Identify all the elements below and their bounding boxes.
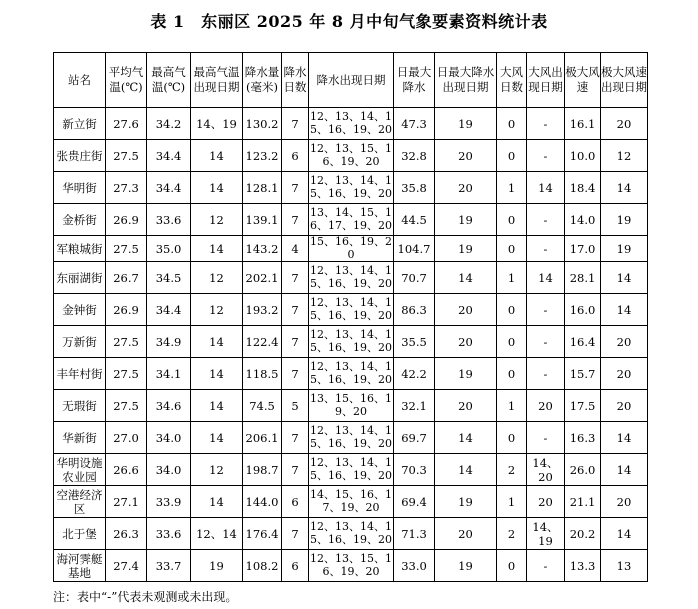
column-header: 日最大降水出现日期 — [435, 53, 497, 108]
table-cell: 14 — [601, 172, 648, 204]
table-cell: - — [527, 204, 565, 236]
table-cell: 0 — [497, 108, 527, 140]
column-header: 大风出现日期 — [527, 53, 565, 108]
table-cell: 14 — [435, 454, 497, 486]
table-cell: 14 — [191, 422, 243, 454]
table-cell: 7 — [282, 172, 309, 204]
table-cell: 17.0 — [565, 236, 601, 262]
table-cell: 7 — [282, 422, 309, 454]
table-cell: 19 — [601, 204, 648, 236]
station-name-cell: 无瑕街 — [54, 390, 106, 422]
table-cell: 0 — [497, 140, 527, 172]
table-row — [54, 390, 648, 422]
table-cell: 14 — [191, 486, 243, 518]
table-cell: 16.4 — [565, 326, 601, 358]
table-cell: 1 — [497, 486, 527, 518]
table-cell: 0 — [497, 358, 527, 390]
station-name-cell: 华明设施农业园 — [54, 454, 106, 486]
table-cell: 33.0 — [394, 550, 435, 582]
table-cell: - — [527, 422, 565, 454]
table-cell: 14 — [435, 262, 497, 294]
table-cell: 14 — [191, 236, 243, 262]
table-cell: 18.4 — [565, 172, 601, 204]
table-cell: 14 — [527, 262, 565, 294]
table-cell: 14 — [435, 422, 497, 454]
table-row — [54, 172, 648, 204]
table-cell: 71.3 — [394, 518, 435, 550]
table-cell: 34.1 — [147, 358, 191, 390]
table-cell: 19 — [435, 550, 497, 582]
table-cell: 7 — [282, 204, 309, 236]
table-cell: 12 — [191, 294, 243, 326]
table-row — [54, 550, 648, 582]
table-row — [54, 518, 648, 550]
table-cell: 34.9 — [147, 326, 191, 358]
table-cell: 6 — [282, 140, 309, 172]
table-cell: 33.6 — [147, 204, 191, 236]
table-row — [54, 204, 648, 236]
table-row — [54, 422, 648, 454]
table-title: 表 1 东丽区 2025 年 8 月中旬气象要素资料统计表 — [150, 12, 548, 31]
table-cell: 34.4 — [147, 294, 191, 326]
table-cell: 32.1 — [394, 390, 435, 422]
table-cell: 14 — [191, 390, 243, 422]
table-cell: 14、15、16、17、19、20 — [309, 486, 394, 518]
column-header: 极大风速 — [565, 53, 601, 108]
table-cell: 86.3 — [394, 294, 435, 326]
table-cell: 13.3 — [565, 550, 601, 582]
table-cell: 12、13、15、16、19、20 — [309, 550, 394, 582]
station-name-cell: 军粮城街 — [54, 236, 106, 262]
column-header: 降水量(毫米) — [243, 53, 282, 108]
table-cell: 5 — [282, 390, 309, 422]
table-cell: 144.0 — [243, 486, 282, 518]
column-header: 站名 — [54, 53, 106, 108]
table-cell: 198.7 — [243, 454, 282, 486]
table-cell: 33.9 — [147, 486, 191, 518]
table-cell: 0 — [497, 294, 527, 326]
station-name-cell: 北于堡 — [54, 518, 106, 550]
table-cell: 0 — [497, 326, 527, 358]
table-cell: 15、16、19、20 — [310, 235, 392, 261]
table-cell: 27.5 — [106, 358, 147, 390]
table-cell: 130.2 — [243, 108, 282, 140]
table-cell: 12、13、14、15、16、19、20 — [309, 326, 394, 358]
table-cell: 14、19 — [527, 518, 565, 550]
table-cell: 12 — [601, 140, 648, 172]
table-cell: 20 — [601, 486, 648, 518]
station-name-cell: 丰年村街 — [54, 358, 106, 390]
table-cell: 34.0 — [147, 454, 191, 486]
station-name-cell: 海河霁艇基地 — [54, 550, 106, 582]
table-cell: 0 — [497, 236, 527, 262]
table-cell: 35.8 — [394, 172, 435, 204]
table-cell: 20 — [527, 390, 565, 422]
table-cell: 14 — [191, 326, 243, 358]
station-name-cell: 金桥街 — [54, 204, 106, 236]
table-row — [54, 262, 648, 294]
header-row — [54, 53, 648, 108]
table-cell: 34.0 — [147, 422, 191, 454]
table-cell: 14 — [191, 140, 243, 172]
table-cell: - — [527, 140, 565, 172]
table-cell: 12、13、14、15、16、19、20 — [309, 454, 394, 486]
table-cell: 12、13、14、15、16、19、20 — [309, 358, 394, 390]
table-cell: 28.1 — [565, 262, 601, 294]
table-cell: 2 — [497, 454, 527, 486]
table-cell: 143.2 — [243, 236, 282, 262]
table-cell: 27.1 — [106, 486, 147, 518]
table-cell: 13、15、16、19、20 — [309, 390, 394, 422]
column-header: 最高气温(℃) — [147, 53, 191, 108]
table-row — [54, 236, 648, 262]
station-name-cell: 空港经济区 — [54, 486, 106, 518]
table-cell: 1 — [497, 262, 527, 294]
table-cell: 15.7 — [565, 358, 601, 390]
table-cell: 12、13、14、15、16、19、20 — [309, 518, 394, 550]
table-row — [54, 326, 648, 358]
table-cell: 128.1 — [243, 172, 282, 204]
table-cell: 20 — [601, 390, 648, 422]
table-cell: 34.4 — [147, 172, 191, 204]
table-cell: 10.0 — [565, 140, 601, 172]
table-cell: 206.1 — [243, 422, 282, 454]
table-cell: 27.3 — [106, 172, 147, 204]
table-cell: 44.5 — [394, 204, 435, 236]
column-header: 大风日数 — [497, 53, 527, 108]
table-cell: 16.1 — [565, 108, 601, 140]
table-cell: 14 — [527, 172, 565, 204]
table-cell: 12 — [191, 454, 243, 486]
table-cell: 14 — [191, 358, 243, 390]
table-cell: 14 — [191, 172, 243, 204]
table-row — [54, 140, 648, 172]
table-cell: 69.4 — [394, 486, 435, 518]
table-cell: 14 — [601, 422, 648, 454]
table-cell: 35.0 — [147, 236, 191, 262]
table-cell: 14 — [601, 262, 648, 294]
table-cell: 12、13、14、15、16、19、20 — [309, 108, 394, 140]
table-cell: 20 — [601, 326, 648, 358]
table-body — [54, 108, 648, 582]
table-cell: 14、20 — [527, 454, 565, 486]
table-cell: 12、13、15、16、19、20 — [309, 140, 394, 172]
table-cell: 176.4 — [243, 518, 282, 550]
table-cell: 33.7 — [147, 550, 191, 582]
table-cell: 193.2 — [243, 294, 282, 326]
table-cell: 12、13、14、15、16、19、20 — [309, 422, 394, 454]
table-cell: 16.3 — [565, 422, 601, 454]
table-cell: 19 — [435, 236, 497, 262]
weather-stats-table — [53, 52, 648, 582]
table-cell: 12、13、14、15、16、19、20 — [309, 294, 394, 326]
column-header: 最高气温出现日期 — [191, 53, 243, 108]
table-cell: 19 — [435, 204, 497, 236]
table-cell: 20 — [435, 518, 497, 550]
table-cell: 12、13、14、15、16、19、20 — [309, 172, 394, 204]
table-cell: 35.5 — [394, 326, 435, 358]
table-cell: 19 — [435, 108, 497, 140]
table-cell: 0 — [497, 550, 527, 582]
table-cell: 34.4 — [147, 140, 191, 172]
table-cell: 33.6 — [147, 518, 191, 550]
table-cell: 17.5 — [565, 390, 601, 422]
table-cell: 12、13、14、15、16、19、20 — [309, 262, 394, 294]
station-name-cell: 华明街 — [54, 172, 106, 204]
table-cell: 47.3 — [394, 108, 435, 140]
table-cell: 104.7 — [394, 236, 435, 262]
table-cell: 14、19 — [191, 108, 243, 140]
table-cell: 26.0 — [565, 454, 601, 486]
table-cell: 0 — [497, 204, 527, 236]
table-cell: 20 — [435, 140, 497, 172]
table-cell: 70.7 — [394, 262, 435, 294]
table-cell: 20 — [435, 326, 497, 358]
table-row — [54, 294, 648, 326]
table-cell: 2 — [497, 518, 527, 550]
table-cell: 27.6 — [106, 108, 147, 140]
table-cell: 6 — [282, 550, 309, 582]
column-header: 降水日数 — [282, 53, 309, 108]
table-cell: 12 — [191, 204, 243, 236]
table-cell: 74.5 — [243, 390, 282, 422]
table-cell: 27.5 — [106, 140, 147, 172]
table-cell: - — [527, 358, 565, 390]
table-cell: 7 — [282, 294, 309, 326]
table-cell: 34.2 — [147, 108, 191, 140]
table-cell: 12、14 — [191, 518, 243, 550]
table-cell: 19 — [435, 486, 497, 518]
table-cell: 108.2 — [243, 550, 282, 582]
table-cell: 42.2 — [394, 358, 435, 390]
station-name-cell: 华新街 — [54, 422, 106, 454]
table-cell: 26.7 — [106, 262, 147, 294]
table-cell: - — [527, 550, 565, 582]
table-cell: 20 — [435, 172, 497, 204]
table-cell: - — [527, 326, 565, 358]
table-cell: 19 — [601, 236, 648, 262]
table-cell: 32.8 — [394, 140, 435, 172]
table-cell: 0 — [497, 422, 527, 454]
column-header: 平均气温(℃) — [106, 53, 147, 108]
table-cell: 12 — [191, 262, 243, 294]
table-cell: 21.1 — [565, 486, 601, 518]
table-cell: 27.0 — [106, 422, 147, 454]
table-cell: 34.5 — [147, 262, 191, 294]
table-row — [54, 108, 648, 140]
table-cell: - — [527, 294, 565, 326]
station-name-cell: 张贵庄街 — [54, 140, 106, 172]
table-cell: 7 — [282, 518, 309, 550]
table-cell: 14 — [601, 294, 648, 326]
table-cell: 6 — [282, 486, 309, 518]
table-cell: 13 — [601, 550, 648, 582]
column-header: 极大风速出现日期 — [601, 53, 648, 108]
table-cell: 20 — [435, 294, 497, 326]
table-row — [54, 358, 648, 390]
table-cell: 20 — [601, 108, 648, 140]
station-name-cell: 万新街 — [54, 326, 106, 358]
table-cell: 13、14、15、16、17、19、20 — [309, 204, 394, 236]
table-cell: 118.5 — [243, 358, 282, 390]
table-cell: 139.1 — [243, 204, 282, 236]
table-cell: - — [527, 236, 565, 262]
table-cell: 19 — [191, 550, 243, 582]
table-cell: 14.0 — [565, 204, 601, 236]
table-cell: 14 — [601, 518, 648, 550]
table-cell: 26.3 — [106, 518, 147, 550]
table-cell: 122.4 — [243, 326, 282, 358]
table-row — [54, 486, 648, 518]
table-cell: 69.7 — [394, 422, 435, 454]
table-cell: 26.9 — [106, 294, 147, 326]
table-cell: - — [527, 108, 565, 140]
table-note: 注：表中“-”代表未观测或未出现。 — [53, 590, 238, 604]
table-cell: 70.3 — [394, 454, 435, 486]
station-name-cell: 东丽湖街 — [54, 262, 106, 294]
table-cell: 20 — [601, 358, 648, 390]
table-cell: 7 — [282, 326, 309, 358]
station-name-cell: 新立街 — [54, 108, 106, 140]
table-cell: 4 — [282, 236, 309, 262]
table-cell: 26.6 — [106, 454, 147, 486]
table-cell: 26.9 — [106, 204, 147, 236]
column-header: 降水出现日期 — [309, 53, 394, 108]
table-cell: 20 — [435, 390, 497, 422]
column-header: 日最大降水 — [394, 53, 435, 108]
table-cell: 1 — [497, 390, 527, 422]
table-cell: 7 — [282, 454, 309, 486]
table-cell: 7 — [282, 108, 309, 140]
table-cell: 27.5 — [106, 326, 147, 358]
table-cell: 7 — [282, 358, 309, 390]
table-cell: 19 — [435, 358, 497, 390]
table-cell: 123.2 — [243, 140, 282, 172]
table-row — [54, 454, 648, 486]
table-cell: 7 — [282, 262, 309, 294]
table-cell: 1 — [497, 172, 527, 204]
station-name-cell: 金钟街 — [54, 294, 106, 326]
table-cell: 202.1 — [243, 262, 282, 294]
table-cell: 20 — [527, 486, 565, 518]
table-cell: 34.6 — [147, 390, 191, 422]
table-cell: 27.4 — [106, 550, 147, 582]
table-cell: 14 — [601, 454, 648, 486]
table-cell: 16.0 — [565, 294, 601, 326]
table-cell: 27.5 — [106, 236, 147, 262]
table-cell: 20.2 — [565, 518, 601, 550]
table-cell: 27.5 — [106, 390, 147, 422]
